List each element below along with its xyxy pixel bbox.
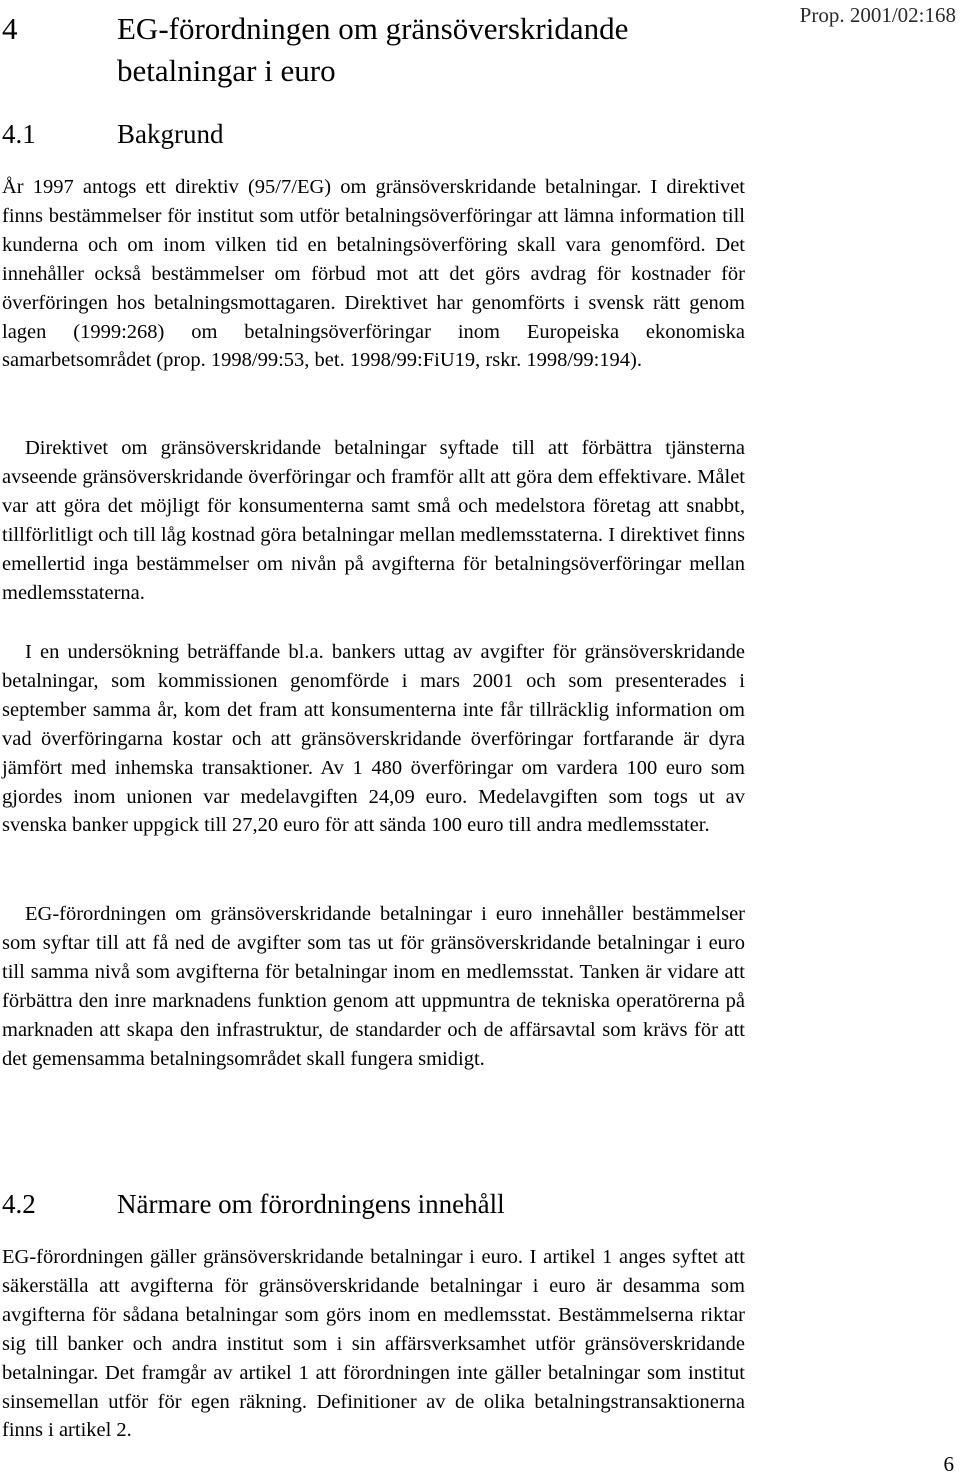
paragraph: Direktivet om gränsöverskridande betalningar syftade till att förbättra tjänsterna avseende gränsöverskridande överföringar och framför allt att göra dem effektivare. Målet var att göra det möjligt för konsumenterna samt små och medelstora företag att snabbt, tillförlitligt och till låg kostnad göra betalningar mellan medlemsstaterna. I direktivet finns emellertid inga bestämmelser om nivån på avgifterna för betalningsöverföringar mellan medlemsstaterna. [2, 437, 745, 604]
section-number: 4.2 [2, 1189, 36, 1219]
paragraph: År 1997 antogs ett direktiv (95/7/EG) om gränsöverskridande betalningar. I direktivet finns bestämmelser för institut som utför betalningsöverföringar att lämna information till kunderna och om inom vilken tid en betalningsöverföring skall vara genomförd. Det innehåller också bestämmelser om förbud mot att det görs avdrag för kostnader för överföringen hos betalningsmottagaren. Direktivet har genomförts i svensk rätt genom lagen (1999:268) om betalningsöverföringar inom Europeiska ekonomiska samarbetsområdet (prop. 1998/99:53, bet. 1998/99:FiU19, rskr. 1998/99:194). [2, 176, 745, 372]
page-number: 6 [943, 1452, 954, 1476]
section-number: 4.1 [2, 119, 36, 149]
chapter-number: 4 [2, 11, 18, 46]
section-title: Närmare om förordningens innehåll [117, 1189, 505, 1219]
paragraph: EG-förordningen gäller gränsöverskridande betalningar i euro. I artikel 1 anges syftet att säkerställa att avgifterna för gränsöverskridande betalningar i euro är desamma som avgifterna för sådana betalningar som görs inom en medlemsstat. Bestämmelserna riktar sig till banker och andra institut som i sin affärsverksamhet utför gränsöverskridande betalningar. Det framgår av artikel 1 att förordningen inte gäller betalningar som institut sinsemellan utför för egen räkning. Definitioner av de olika betalningstransaktionerna finns i artikel 2. [2, 1246, 745, 1442]
section-title: Bakgrund [117, 119, 224, 149]
paragraph: EG-förordningen om gränsöverskridande betalningar i euro innehåller bestämmelser som syftar till att få ned de avgifter som tas ut för gränsöverskridande betalningar i euro till samma nivå som avgifterna för betalningar inom en medlemsstat. Tanken är vidare att förbättra den inre marknadens funktion genom att uppmuntra de tekniska operatörerna på marknaden att skapa den infrastruktur, de standarder och de affärsavtal som krävs för att det gemensamma betalningsområdet skall fungera smidigt. [2, 903, 745, 1070]
document-reference: Prop. 2001/02:168 [799, 3, 956, 27]
chapter-title: EG-förordningen om gränsöverskridande betalningar i euro [117, 11, 629, 88]
paragraph: I en undersökning beträffande bl.a. bankers uttag av avgifter för gränsöverskridande betalningar, som kommissionen genomförde i mars 2001 och som presenterades i september samma år, kom det fram att konsumenterna inte får tillräcklig information om vad överföringarna kostar och att gränsöverskridande överföringar fortfarande är dyra jämfört med inhemska transaktioner. Av 1 480 överföringar om vardera 100 euro som gjordes inom unionen var medelavgiften 24,09 euro. Medelavgiften som togs ut av svenska banker uppgick till 27,20 euro för att sända 100 euro till andra medlemsstater. [2, 641, 745, 837]
